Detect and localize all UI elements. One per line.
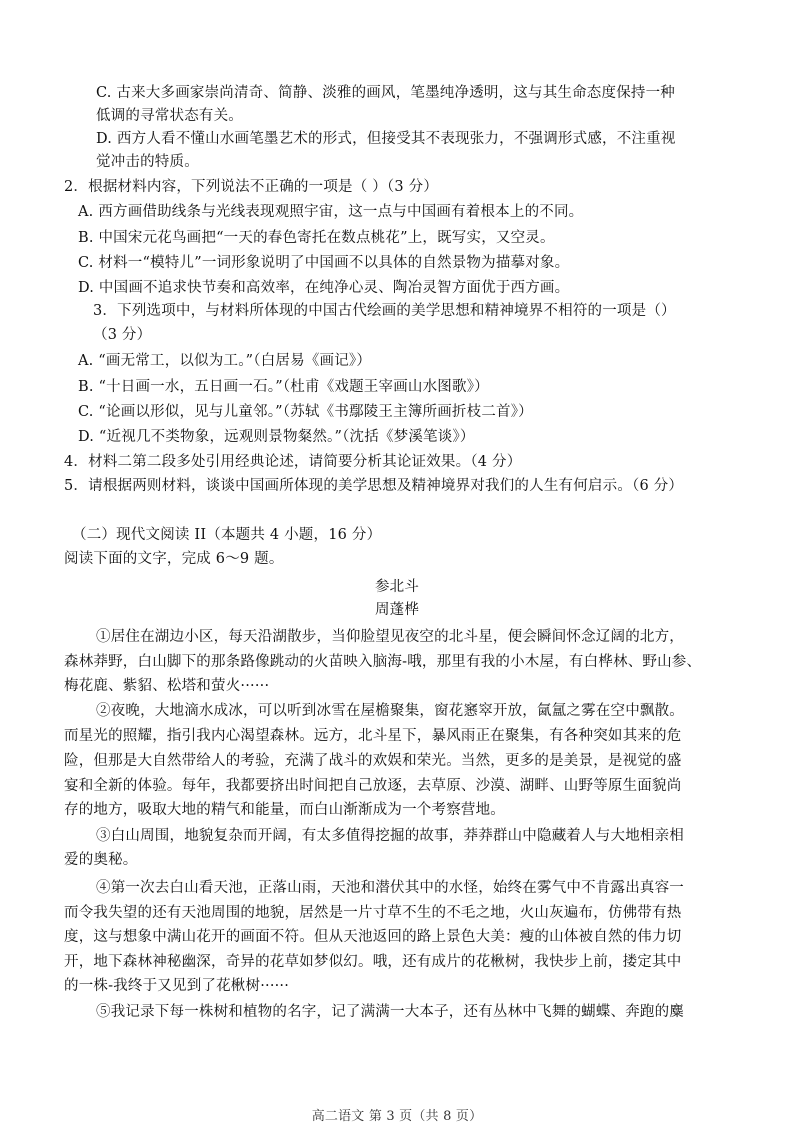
q3-option-d: D. “近视几不类物象，远观则景物粲然。”（沈括《梦溪笔谈》） xyxy=(78,429,475,445)
q3-option-c: C. “论画以形似，见与儿童邻。”（苏轼《书鄢陵王主簿所画折枝二首》） xyxy=(78,404,533,420)
section2-instruction: 阅读下面的文字，完成 6～9 题。 xyxy=(64,551,284,567)
page-footer: 高二语文 第 3 页（共 8 页） xyxy=(311,1109,483,1124)
q4-stem: 4．材料二第二段多处引用经典论述，请简要分析其论证效果。（4 分） xyxy=(64,454,522,470)
paragraph-1-line2: 森林莽野，白山脚下的那条路像跳动的火苗映入脑海-哦，那里有我的小木屋，有白桦林、野山参、 xyxy=(64,654,702,670)
paragraph-3-line2: 爱的奥秘。 xyxy=(64,852,138,868)
q5-stem: 5．请根据两则材料，谈谈中国画所体现的美学思想及精神境界对我们的人生有何启示。（6 分） xyxy=(64,478,684,494)
paragraph-4-line4: 开，地下森林神秘幽深，奇异的花草如梦似幻。哦，还有成片的花楸树，我快步上前，搂定其中 xyxy=(64,954,682,970)
q1-option-c-line2: 低调的寻常状态有关。 xyxy=(96,108,243,124)
q1-option-d-line1: D. 西方人看不懂山水画笔墨艺术的形式，但接受其不表现张力，不强调形式感，不注重视 xyxy=(96,131,676,147)
paragraph-4-line3: 度，这与想象中满山花开的画面不符。但从天池返回的路上景色大美：瘦的山体被自然的伟力切 xyxy=(64,929,682,945)
q2-option-a: A. 西方画借助线条与光线表现观照宇宙，这一点与中国画有着根本上的不同。 xyxy=(78,204,584,220)
q2-stem: 2．根据材料内容，下列说法不正确的一项是（ ）（3 分） xyxy=(64,179,439,195)
paragraph-2-line1: ②夜晚，大地滴水成冰，可以听到冰雪在屋檐聚集，窗花窸窣开放，氤氲之雾在空中飘散。 xyxy=(96,703,684,719)
paragraph-4-line1: ④第一次去白山看天池，正落山雨，天池和潜伏其中的水怪，始终在雾气中不肯露出真容一 xyxy=(96,880,684,896)
q1-option-d-line2: 觉冲击的特质。 xyxy=(96,154,199,170)
paragraph-5-line1: ⑤我记录下每一株树和植物的名字，记了满满一大本子，还有丛林中飞舞的蝴蝶、奔跑的麋 xyxy=(96,1004,684,1020)
q3-option-a: A. “画无常工，以似为工。”（白居易《画记》） xyxy=(78,353,372,369)
q3-option-b: B. “十日画一水，五日画一石。”（杜甫《戏题王宰画山水图歌》） xyxy=(78,379,489,395)
paragraph-2-line4: 宴和全新的体验。每年，我都要挤出时间把自己放逐，去草原、沙漠、湖畔、山野等原生面貌尚 xyxy=(64,778,682,794)
passage-author: 周蓬桦 xyxy=(374,602,420,618)
q2-option-c: C. 材料一“模特儿”一词形象说明了中国画不以具体的自然景物为描摹对象。 xyxy=(78,255,570,271)
section2-heading: （二）现代文阅读 II（本题共 4 小题，16 分） xyxy=(72,527,382,543)
q2-option-b: B. 中国宋元花鸟画把“一天的春色寄托在数点桃花”上，既写实，又空灵。 xyxy=(78,230,555,246)
paragraph-2-line3: 险，但那是大自然带给人的考验，充满了战斗的欢娱和荣光。当然，更多的是美景，是视觉的盛 xyxy=(64,753,682,769)
q2-option-d: D. 中国画不追求快节奏和高效率，在纯净心灵、陶冶灵智方面优于西方画。 xyxy=(78,280,570,296)
passage-title: 参北斗 xyxy=(374,579,420,595)
paragraph-3-line1: ③白山周围，地貌复杂而开阔，有太多值得挖掘的故事，莽莽群山中隐藏着人与大地相亲相 xyxy=(96,828,684,844)
paragraph-1-line1: ①居住在湖边小区，每天沿湖散步，当仰脸望见夜空的北斗星，便会瞬间怀念辽阔的北方， xyxy=(96,629,684,645)
paragraph-2-line2: 而星光的照耀，指引我内心渴望森林。远方，北斗星下，暴风雨正在聚集，有各种突如其来的危 xyxy=(64,728,682,744)
paragraph-4-line2: 而令我失望的还有天池周围的地貌，居然是一片寸草不生的不毛之地，火山灰遍布，仿佛带有热 xyxy=(64,905,682,921)
q1-option-c-line1: C. 古来大多画家崇尚清奇、简静、淡雅的画风，笔墨纯净透明，这与其生命态度保持一种 xyxy=(96,85,675,101)
paragraph-2-line5: 存的地方，吸取大地的精气和能量，而白山渐渐成为一个考察营地。 xyxy=(64,802,505,818)
paragraph-1-line3: 梅花鹿、紫貂、松塔和萤火······ xyxy=(64,678,270,694)
q3-stem-line2: （3 分） xyxy=(93,327,152,343)
q3-stem-line1: 3．下列选项中，与材料所体现的中国古代绘画的美学思想和精神境界不相符的一项是（） xyxy=(93,303,676,319)
paragraph-4-line5: 的一株-我终于又见到了花楸树······ xyxy=(64,978,290,994)
